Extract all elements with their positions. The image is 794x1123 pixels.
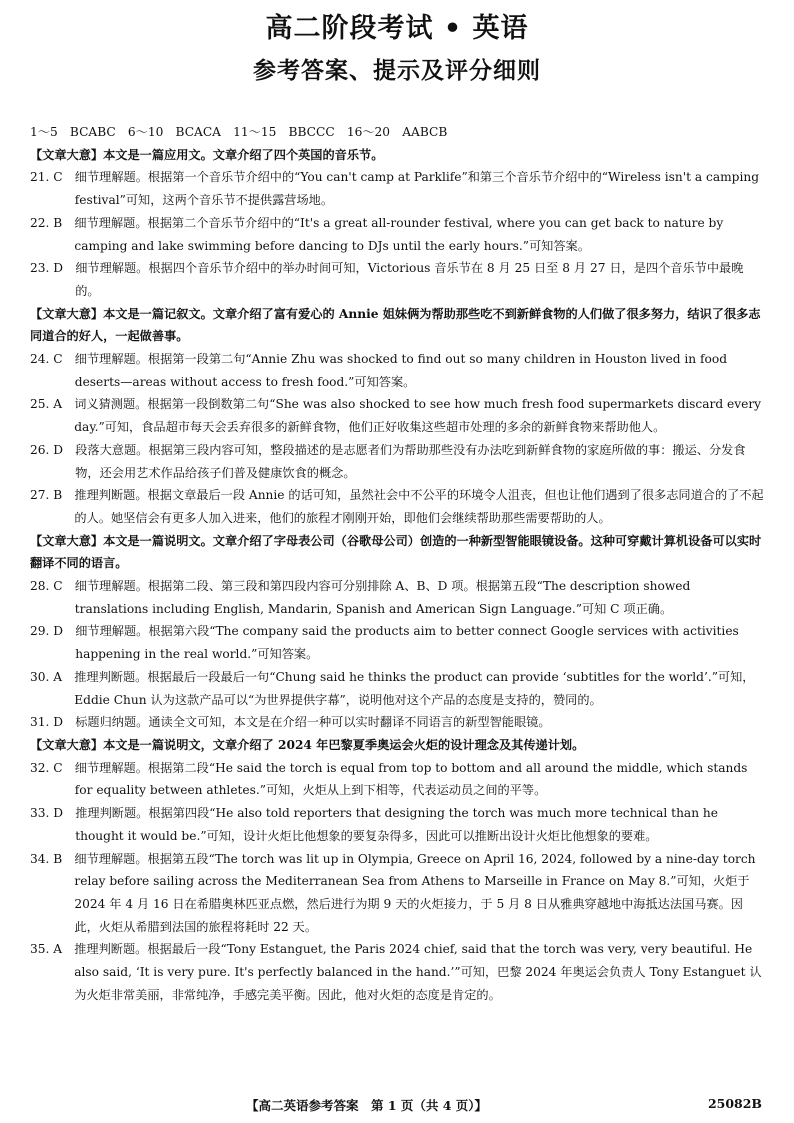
answer-number: 35. A: [30, 942, 63, 957]
answer-number: 27. B: [30, 488, 63, 503]
answer-explanation: 标题归纳题。通读全文可知，本文是在介绍一种可以实时翻译不同语言的新型智能眼镜。: [75, 715, 551, 730]
footer-page-label: 【高二英语参考答案 第 1 页（共 4 页）】: [246, 1098, 488, 1113]
answer-number: 26. D: [30, 442, 64, 457]
answer-number: 29. D: [30, 624, 64, 639]
answer-explanation: 推理判断题。根据最后一段“Tony Estanguet, the Paris 2024 chief, said that the torch was very, very beautiful. He also said, ‘It is very pure. It's perfectly balanced in the hand.’”可知，巴黎 2024 年奥运会负责人 Tony Estanguet 认为火炬非常美丽，非常纯净，手感完美平衡。因此，他对火炬的态度是肯定的。: [74, 942, 762, 1002]
answer-item: [30, 393, 764, 438]
answer-item: [30, 938, 764, 1006]
answer-item: [30, 666, 764, 711]
answer-item: [30, 620, 764, 665]
answer-explanation: 推理判断题。根据第四段“He also told reporters that designing the torch was much more technical than he thought it would be.”可知，设计火炬比他想象的要复杂得多，因此可以推断出设计火炬比他想象的要难。: [75, 806, 718, 843]
answer-explanation: 细节理解题。根据第二个音乐节介绍中的“It's a great all-rounder festival, where you can get back to nature by camping and lake swimming before dancing to DJs until the early hours.”可知答案。: [74, 215, 724, 253]
answer-number: 25. A: [30, 397, 63, 412]
answer-explanation: 细节理解题。根据第一段第二句“Annie Zhu was shocked to find out so many children in Houston lived in food deserts—areas without access to fresh food.”可知答案。: [74, 352, 728, 389]
passage-block: [30, 530, 764, 734]
answer-item: [30, 484, 764, 529]
answer-number: 30. A: [30, 669, 63, 684]
passage-summary: 【文章大意】本文是一篇应用文。文章介绍了四个英国的音乐节。: [30, 147, 384, 162]
answer-explanation: 细节理解题。根据第一个音乐节介绍中的“You can't camp at Parklife”和第三个音乐节介绍中的“Wireless isn't a camping festival”可知，这两个音乐节不提供露营场地。: [74, 170, 760, 208]
answer-explanation: 词义猜测题。根据第一段倒数第二句“She was also shocked to see how much fresh food supermarkets discard every day.”可知，食品超市每天会丢弃很多的新鲜食物，他们正好收集这些超市处理的多余的新鲜食物来帮助他人。: [74, 397, 762, 435]
answer-item: [30, 257, 764, 302]
answer-number: 33. D: [30, 806, 64, 821]
answer-body: [30, 121, 764, 1006]
answer-item: [30, 212, 764, 257]
answer-number: 23. D: [30, 261, 64, 276]
passage-block: [30, 144, 764, 303]
answer-explanation: 细节理解题。根据四个音乐节介绍中的举办时间可知，Victorious 音乐节在 8 月 25 日至 8 月 27 日，是四个音乐节中最晚的。: [75, 261, 744, 298]
answer-number: 24. C: [30, 352, 63, 367]
page-subtitle: 参考答案、提示及评分细则: [253, 58, 541, 84]
answers-line: 1～5 BCABC 6～10 BCACA 11～15 BBCCC 16～20 AABCB: [30, 125, 448, 139]
passage-summary: 【文章大意】本文是一篇记叙文。文章介绍了富有爱心的 Annie 姐妹俩为帮助那些吃不到新鲜食物的人们做了很多努力，结识了很多志同道合的好人，一起做善事。: [30, 306, 761, 344]
answer-number: 32. C: [30, 760, 63, 775]
page-footer: [0, 1096, 794, 1118]
answer-item: [30, 348, 764, 393]
answer-item: [30, 439, 764, 484]
answer-explanation: 推理判断题。根据文章最后一段 Annie 的话可知，虽然社会中不公平的环境令人沮丧，但也让他们遇到了很多志同道合的了不起的人。她坚信会有更多人加入进来，他们的旅程才刚刚开始，即他们会继续帮助那些需要帮助的人。: [74, 488, 764, 525]
answer-item: [30, 575, 764, 620]
answer-item: [30, 848, 764, 939]
answer-number: 28. C: [30, 579, 63, 594]
answer-item: [30, 166, 764, 211]
passage-summary: 【文章大意】本文是一篇说明文。文章介绍了字母表公司（谷歌母公司）创造的一种新型智能眼镜设备。这种可穿戴计算机设备可以实时翻译不同的语言。: [30, 533, 762, 571]
answer-item: [30, 802, 764, 847]
answer-number: 21. C: [30, 170, 63, 185]
footer-paper-code: 25082B: [707, 1096, 762, 1111]
answer-number: 31. D: [30, 715, 64, 730]
passage-summary: 【文章大意】本文是一篇说明文，文章介绍了 2024 年巴黎夏季奥运会火炬的设计理念及其传递计划。: [30, 737, 585, 752]
answer-explanation: 细节理解题。根据第二段“He said the torch is equal from top to bottom and all around the middle, which stands for equality between athletes.”可知，火炬从上到下相等，代表运动员之间的平等。: [74, 760, 748, 798]
answer-explanation: 段落大意题。根据第三段内容可知，整段描述的是志愿者们为帮助那些没有办法吃到新鲜食物的家庭所做的事：搬运、分发食物，还会用艺术作品给孩子们普及健康饮食的概念。: [75, 442, 746, 480]
answer-explanation: 细节理解题。根据第五段“The torch was lit up in Olympia, Greece on April 16, 2024, followed by a nine-day torch relay before sailing across the Mediterranean Sea from Athens to Marseille in France on May 8.”可知，火炬于 2024 年 4 月 16 日在希腊奥林匹亚点燃，然后进行为期 9 天的火炬接力，于 5 月 8 日从雅典穿越地中海抵达法国马赛。因此，火炬从希腊到法国的旅程将耗时 22 天。: [74, 851, 756, 934]
answer-item: [30, 757, 764, 802]
passage-block: [30, 303, 764, 530]
answer-explanation: 推理判断题。根据最后一段最后一句“Chung said he thinks the product can provide ‘subtitles for the world’.”可知，Eddie Chun 认为这款产品可以“为世界提供字幕”，说明他对这个产品的态度是支持的，赞同的。: [74, 669, 755, 707]
answer-item: [30, 711, 764, 734]
page-title: 高二阶段考试 • 英语: [265, 13, 529, 44]
passage-block: [30, 734, 764, 1006]
answer-explanation: 细节理解题。根据第二段、第三段和第四段内容可分别排除 A、B、D 项。根据第五段“The description showed translations including English, Mandarin, Spanish and American Sign Language.”可知 C 项正确。: [74, 579, 691, 616]
answer-number: 34. B: [30, 851, 63, 866]
answer-explanation: 细节理解题。根据第六段“The company said the products aim to better connect Google services with activities happening in the real world.”可知答案。: [75, 624, 739, 662]
answer-number: 22. B: [30, 215, 63, 230]
